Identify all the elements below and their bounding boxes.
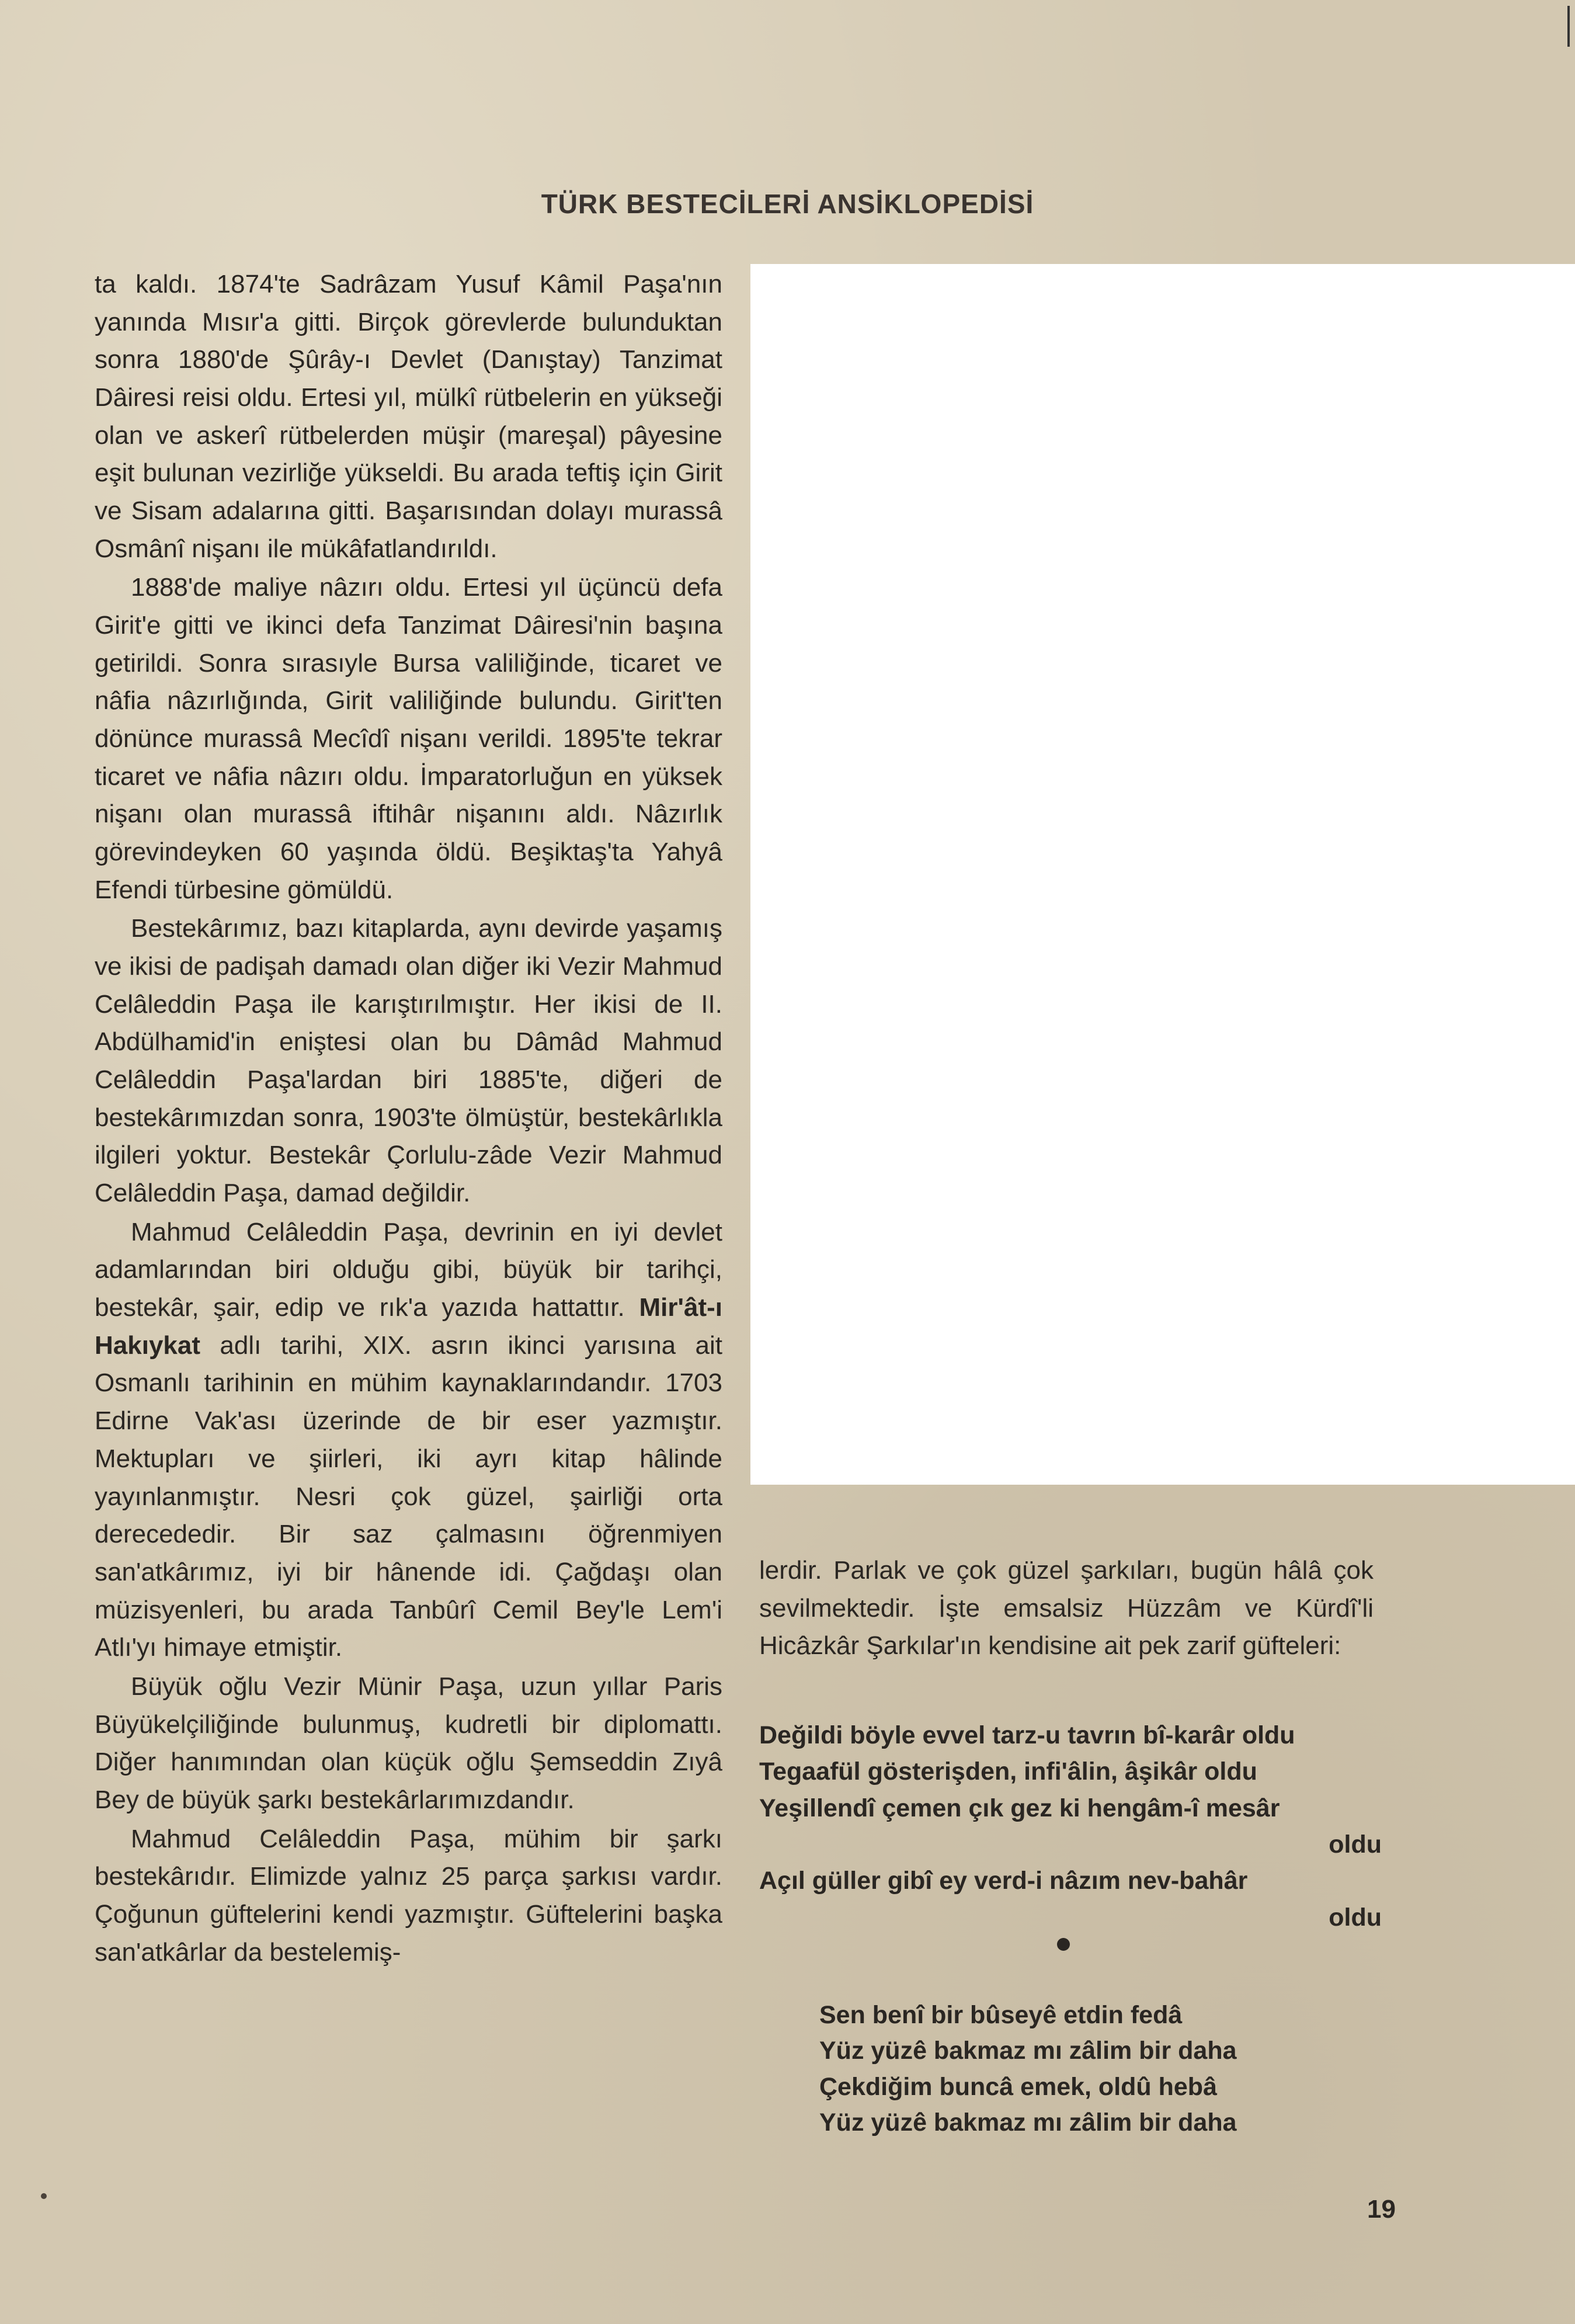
poem-line: Açıl güller gibî ey verd-i nâzım nev-bahâr	[759, 1867, 1248, 1895]
paragraph: lerdir. Parlak ve çok güzel şarkıları, bugün hâlâ çok sevilmektedir. İşte emsalsiz Hüzzâm ve Kürdî'li Hicâzkâr Şarkılar'ın kendisine ait pek zarif güfteleri:	[759, 1556, 1374, 1661]
page-number: 19	[1367, 2195, 1396, 2224]
poem-line: Tegaafül gösterişden, infi'âlin, âşikâr oldu	[759, 1757, 1257, 1786]
poem-line: Yüz yüzê bakmaz mı zâlim bir daha	[819, 2108, 1237, 2137]
verse-separator-bullet	[1057, 1938, 1070, 1951]
left-column	[95, 266, 722, 1971]
poem-line: oldu	[1329, 1830, 1382, 1859]
paragraph: 1888'de maliye nâzırı oldu. Ertesi yıl üçüncü defa Girit'e gitti ve ikinci defa Tanzimat Dâiresi'nin başına getirildi. Sonra sırasıyle Bursa valiliğinde, ticaret ve nâfia nâzırlığında, Girit valiliğinde bulundu. Girit'ten dönünce murassâ Mecîdî nişanı verildi. 1895'te tekrar ticaret ve nâfia nâzırı oldu. İmparatorluğun en yüksek nişanı olan murassâ iftihâr nişanını aldı. Nâzırlık görevindeyken 60 yaşında öldü. Beşiktaş'ta Yahyâ Efendi türbesine gömüldü.	[95, 573, 722, 904]
poem-line: Yüz yüzê bakmaz mı zâlim bir daha	[819, 2037, 1237, 2065]
paragraph: ta kaldı. 1874'te Sadrâzam Yusuf Kâmil Paşa'nın yanında Mısır'a gitti. Birçok görevlerde bulunduktan sonra 1880'de Şûrây-ı Devlet (Danıştay) Tanzimat Dâiresi reisi oldu. Ertesi yıl, mülkî rütbelerin en yükseği olan ve askerî rütbelerden müşir (mareşal) pâyesine eşit bulunan vezirliğe yükseldi. Bu arada teftiş için Girit ve Sisam adalarına gitti. Başarısından dolayı murassâ Osmânî nişanı ile mükâfatlandırıldı.	[95, 270, 722, 563]
book-title: Mir'ât-ı Hakıykat	[95, 1293, 722, 1360]
poem-line: Çekdiğim buncâ emek, oldû hebâ	[819, 2072, 1217, 2101]
poem-line: oldu	[1329, 1903, 1382, 1932]
cutout-blank-area	[750, 264, 1575, 1485]
right-column	[759, 1552, 1374, 1665]
edge-mark	[1567, 6, 1570, 47]
poem-line: Sen benî bir bûseyê etdin fedâ	[819, 2001, 1183, 2029]
poem-verse-1	[759, 1717, 1382, 1936]
paragraph	[95, 1214, 722, 1667]
poem-line: Yeşillendî çemen çık gez ki hengâm-î mesâr	[759, 1794, 1280, 1822]
page-header: TÜRK BESTECİLERİ ANSİKLOPEDİSİ	[541, 189, 1034, 219]
paragraph: Mahmud Celâleddin Paşa, mühim bir şarkı bestekârıdır. Elimizde yalnız 25 parça şarkısı vardır. Çoğunun güftelerini kendi yazmıştır. Güftelerini başka san'atkârlar da bestelemiş-	[95, 1824, 722, 1967]
paragraph: Bestekârımız, bazı kitaplarda, aynı devirde yaşamış ve ikisi de padişah damadı olan diğer iki Vezir Mahmud Celâleddin Paşa ile karıştırılmıştır. Her ikisi de II. Abdülhamid'in eniştesi olan bu Dâmâd Mahmud Celâleddin Paşa'lardan biri 1885'te, diğeri de bestekârımızdan sonra, 1903'te ölmüştür, bestekârlıkla ilgileri yoktur. Bestekâr Çorlulu-zâde Vezir Mahmud Celâleddin Paşa, damad değildir.	[95, 914, 722, 1208]
paragraph: Büyük oğlu Vezir Münir Paşa, uzun yıllar Paris Büyükelçiliğinde bulunmuş, kudretli bir diplomattı. Diğer hanımından olan küçük oğlu Şemseddin Zıyâ Bey de büyük şarkı bestekârlarımızdandır.	[95, 1672, 722, 1814]
paragraph-text: adlı tarihi, XIX. asrın ikinci yarısına ait Osmanlı tarihinin en mühim kaynaklarındandır. 1703 Edirne Vak'ası üzerinde de bir eser yazmıştır. Mektupları ve şiirleri, iki ayrı kitap hâlinde yayınlanmıştır. Nesri çok güzel, şairliği orta derecededir. Bir saz çalmasını öğrenmiyen san'atkârımız, iyi bir hânende idi. Çağdaşı olan müzisyenleri, bu arada Tanbûrî Cemil Bey'le Lem'i Atlı'yı himaye etmiştir.	[95, 1331, 722, 1662]
ink-speck	[41, 2193, 47, 2199]
poem-line: Değildi böyle evvel tarz-u tavrın bî-karâr oldu	[759, 1721, 1295, 1749]
poem-verse-2	[819, 1998, 1403, 2141]
paragraph-text: Mahmud Celâleddin Paşa, devrinin en iyi devlet adamlarından biri olduğu gibi, büyük bir tarihçi, bestekâr, şair, edip ve rık'a yazıda hattattır.	[95, 1217, 722, 1322]
